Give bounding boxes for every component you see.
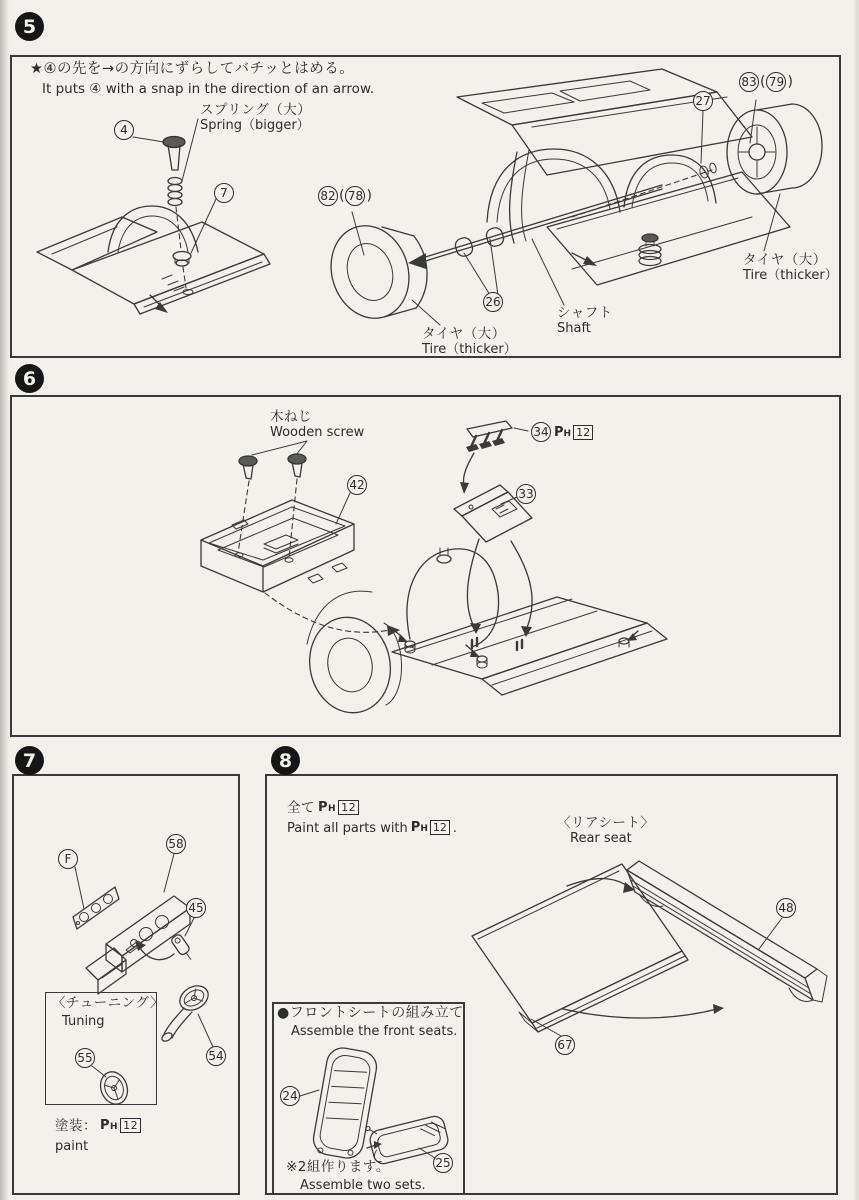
callout-79: 79 — [766, 72, 786, 92]
spring-label-en: Spring（bigger） — [200, 118, 310, 133]
step6-diagram — [12, 397, 843, 739]
shaft-label — [557, 306, 613, 336]
spring-label — [200, 103, 311, 133]
steering-wheel-54-drawing — [160, 981, 213, 1047]
paren-close: ) — [366, 188, 372, 204]
dashboard-drawing — [73, 854, 190, 994]
step6-chassis-drawing — [265, 548, 667, 720]
step5-diagram — [12, 57, 843, 360]
spring-label-jp: スプリング（大） — [200, 102, 312, 118]
callout-83-79 — [739, 72, 794, 92]
pedals-drawing — [460, 421, 528, 494]
front-seat-label-en: Assemble the front seats. — [291, 1024, 458, 1039]
step5-panel — [10, 55, 841, 358]
paint-note — [55, 1118, 144, 1154]
shaft-label-en: Shaft — [557, 321, 591, 336]
step7-badge — [15, 746, 44, 775]
callout-F: F — [58, 849, 78, 869]
arrowhead-icon — [460, 482, 469, 494]
step5-right-assembly-drawing — [319, 69, 822, 328]
paint-note-jp: 塗装： P H 12 — [55, 1118, 144, 1135]
step7-panel — [12, 774, 240, 1195]
wire-line — [511, 541, 532, 630]
rear-seat-label-jp: 〈リアシート〉 — [557, 815, 655, 831]
arrow-icon — [140, 948, 174, 960]
callout-45: 45 — [186, 898, 206, 918]
paren-open: ( — [339, 188, 345, 204]
paint-note-en: paint — [55, 1139, 89, 1154]
step6-panel — [10, 395, 841, 737]
battery-box-drawing — [201, 493, 354, 592]
bracket-drawing — [454, 485, 532, 637]
paren-open: ( — [760, 74, 766, 90]
step8-panel — [265, 774, 838, 1195]
shaft-label-jp: シャフト — [557, 305, 613, 321]
step6-badge — [15, 364, 44, 393]
callout-33: 33 — [516, 484, 536, 504]
callout-25: 25 — [433, 1153, 453, 1173]
front-seat-label-jp: ●フロントシートの組み立て — [277, 1005, 464, 1021]
two-sets-label-jp: ※2組作ります。 — [286, 1159, 390, 1175]
step5-badge — [15, 12, 44, 41]
shaft-line — [422, 185, 662, 262]
paint-code: P H 12 — [554, 425, 593, 440]
wooden-screw-label-jp: 木ねじ — [270, 409, 312, 425]
tire-left-label — [422, 327, 517, 357]
tuning-label-jp: 〈チューニング〉 — [52, 995, 164, 1011]
paint-all-en: Paint all parts with P H 12 . — [287, 820, 457, 836]
wooden-screw-label — [270, 410, 364, 440]
paint-code: P H 12 — [318, 800, 359, 817]
callout-27: 27 — [693, 91, 713, 111]
callout-67: 67 — [555, 1035, 575, 1055]
callout-26: 26 — [483, 292, 503, 312]
tire-right-label — [743, 253, 838, 283]
step5-number: 5 — [22, 15, 37, 38]
rear-seat-drawing — [472, 861, 827, 1036]
step8-badge — [271, 746, 300, 775]
callout-7: 7 — [214, 183, 234, 203]
step6-number: 6 — [22, 367, 37, 390]
callout-34: 34 — [531, 422, 551, 442]
callout-55: 55 — [75, 1048, 95, 1068]
callout-83: 83 — [739, 72, 759, 92]
callout-82-78 — [318, 186, 373, 206]
callout-48: 48 — [776, 898, 796, 918]
step8-number: 8 — [278, 749, 293, 772]
tire-right-label-en: Tire（thicker） — [743, 268, 838, 283]
arrow-icon — [563, 1009, 717, 1018]
step5-note-jp: ★④の先を→の方向にずらしてバチッとはめる。 — [30, 61, 355, 77]
callout-4: 4 — [114, 120, 134, 140]
rear-seat-label-en: Rear seat — [570, 831, 632, 846]
arrow-icon — [463, 453, 474, 485]
tire-left-label-en: Tire（thicker） — [422, 342, 517, 357]
wooden-screw-label-en: Wooden screw — [270, 425, 365, 440]
tire-right-label-jp: タイヤ（大） — [743, 252, 827, 268]
arrowhead-icon — [583, 256, 597, 266]
callout-42: 42 — [347, 475, 367, 495]
paint-all-jp: 全て P H 12 — [287, 800, 457, 817]
paren-close: ) — [787, 74, 793, 90]
step5-left-assembly-drawing — [37, 119, 270, 314]
tuning-box — [45, 992, 164, 1105]
rear-seat-label — [557, 816, 654, 846]
paint-code: P H 12 — [411, 820, 450, 837]
tire-left-label-jp: タイヤ（大） — [422, 326, 506, 342]
callout-58: 58 — [166, 834, 186, 854]
scan-edge-shadow-right — [853, 0, 859, 1200]
tuning-label-en: Tuning — [62, 1014, 105, 1029]
callout-78: 78 — [345, 186, 365, 206]
callout-24: 24 — [280, 1086, 300, 1106]
step5-note-en: It puts ④ with a snap in the direction of an arrow. — [42, 81, 375, 97]
callout-82: 82 — [318, 186, 338, 206]
callout-34-paint — [531, 422, 596, 442]
paint-all-note — [287, 800, 457, 837]
callout-54: 54 — [206, 1046, 226, 1066]
two-sets-label-en: Assemble two sets. — [300, 1178, 426, 1193]
arrowhead-icon — [713, 1004, 724, 1014]
paint-code: P H 12 — [100, 1118, 141, 1135]
scan-edge-shadow — [0, 0, 9, 1200]
arrowhead-icon — [408, 253, 426, 269]
step7-number: 7 — [22, 749, 37, 772]
